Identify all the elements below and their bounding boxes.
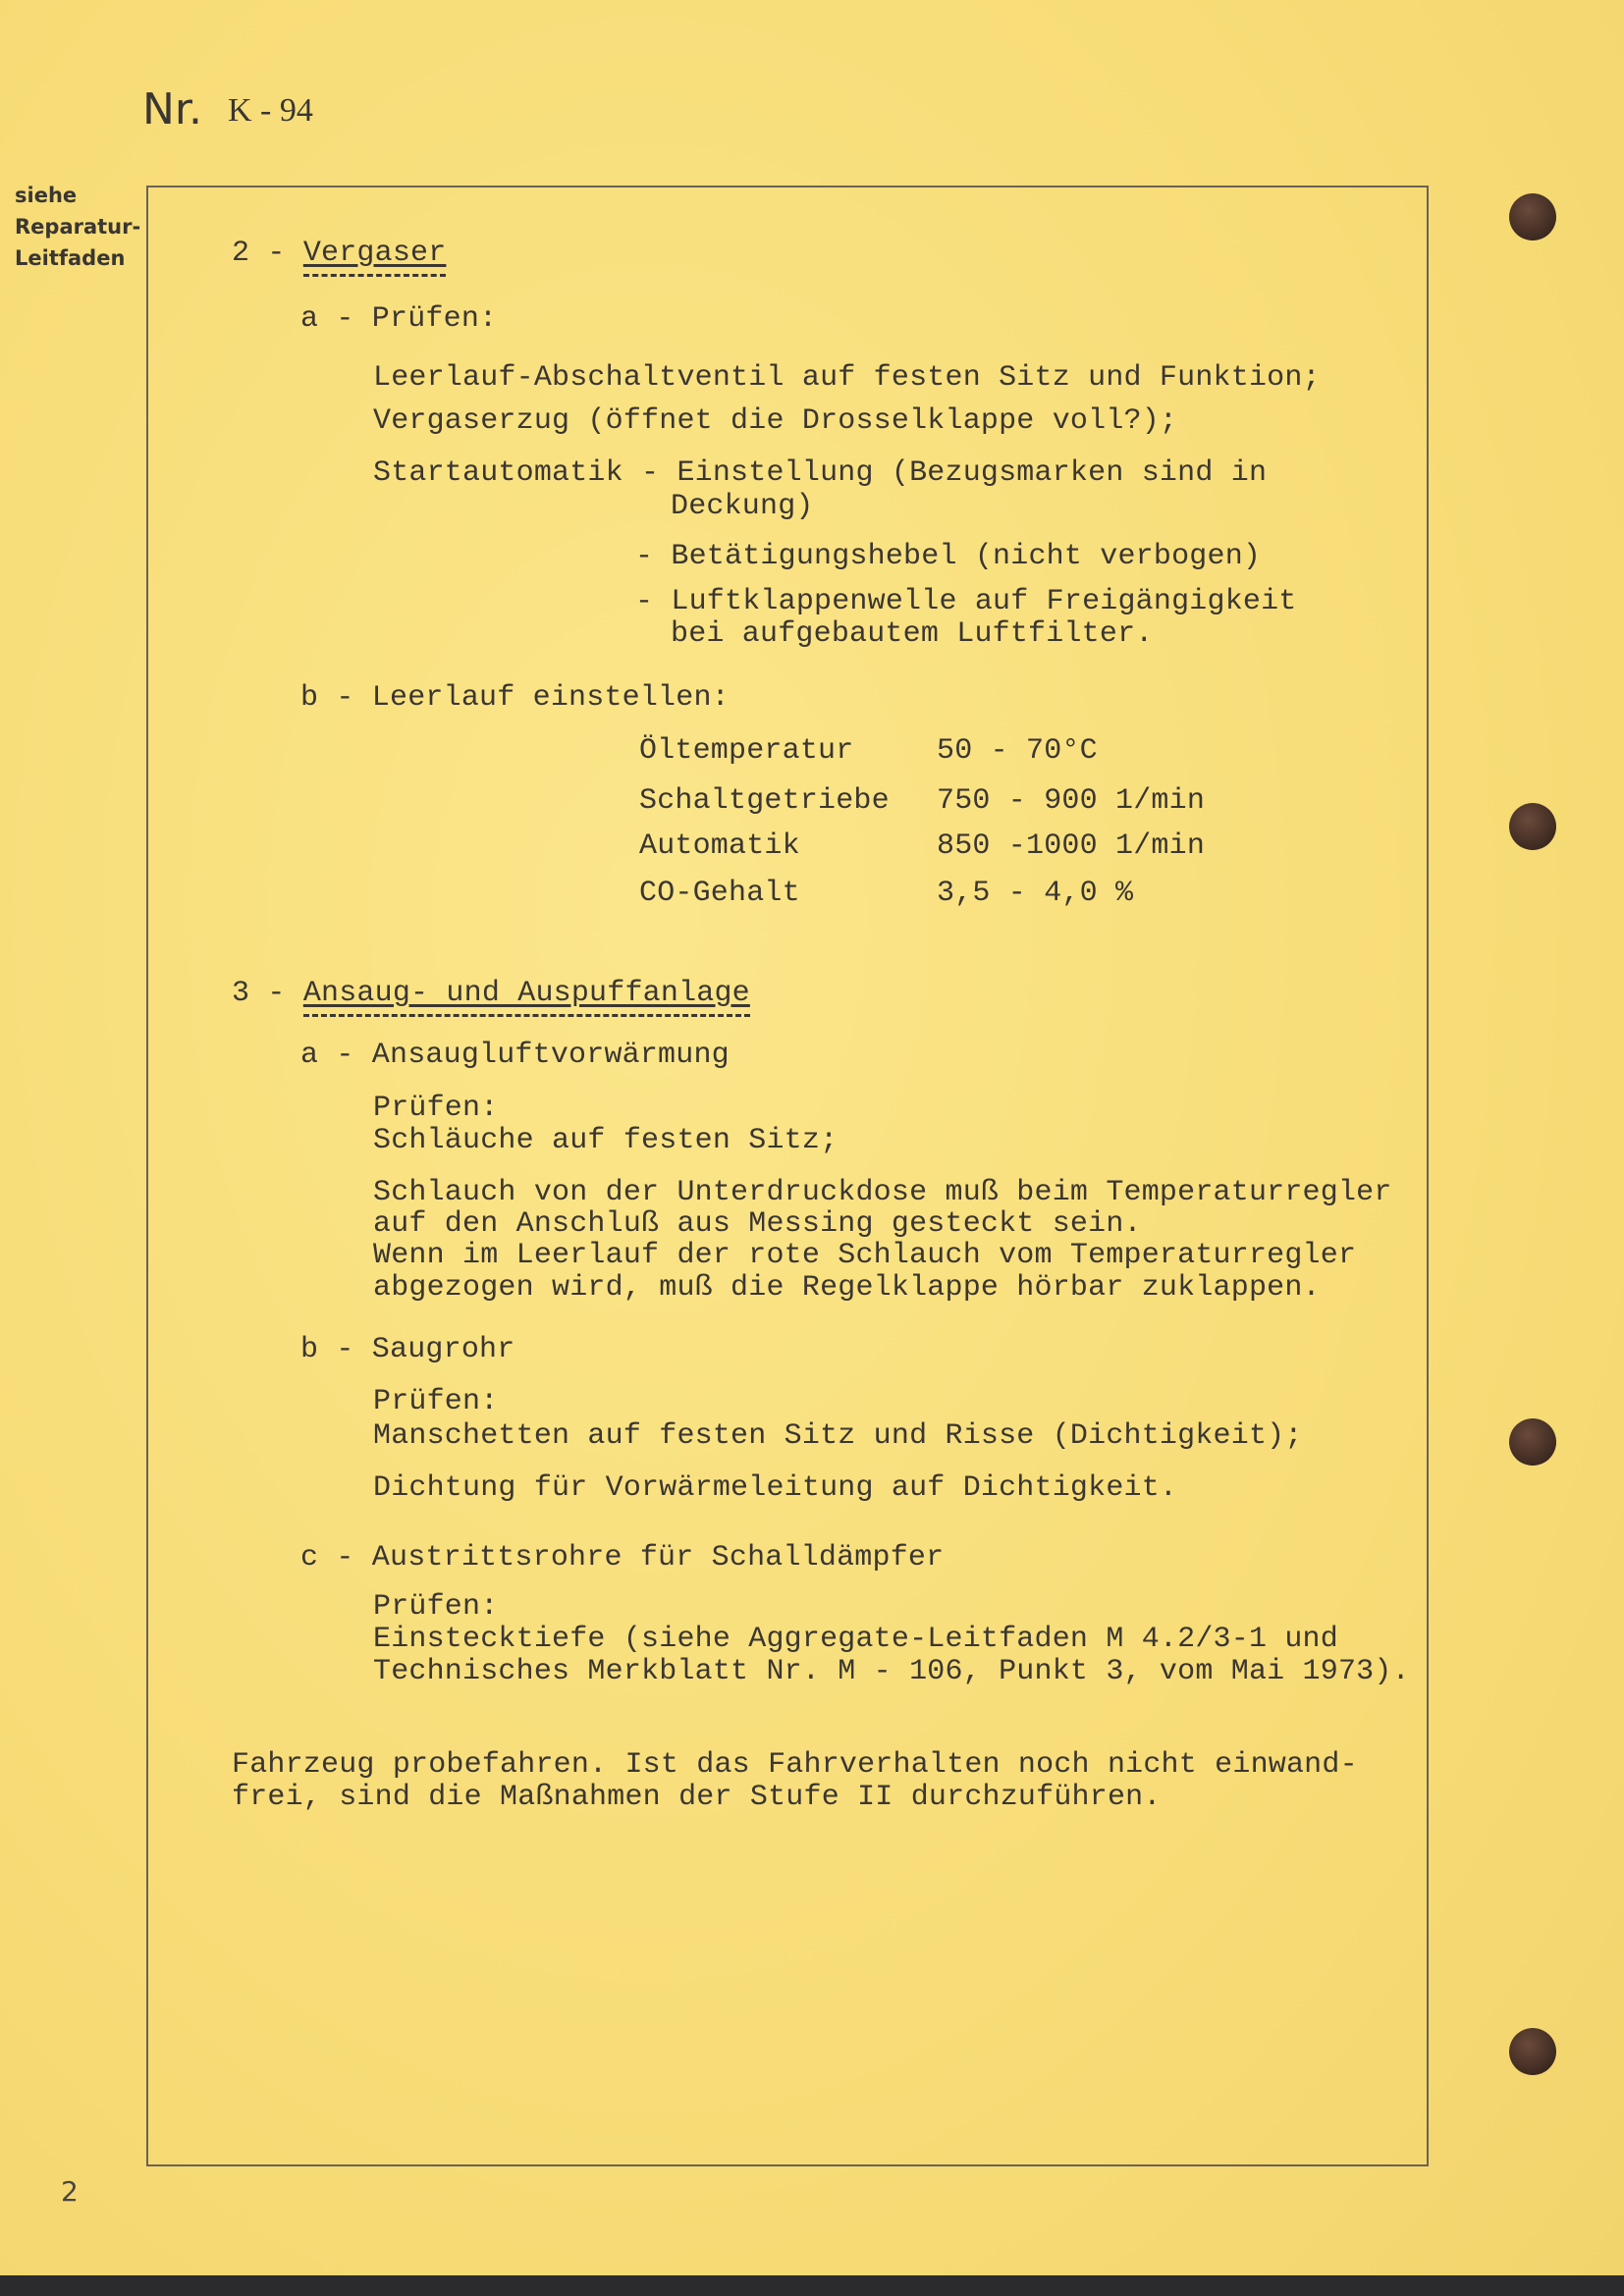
spec-name: CO-Gehalt [639, 877, 800, 910]
spec-name: Automatik [639, 829, 800, 863]
subsection-label: a - Prüfen: [300, 302, 498, 336]
subsection-label: c - Austrittsrohre für Schalldämpfer [300, 1541, 945, 1575]
closing-line: frei, sind die Maßnahmen der Stufe II durchzuführen. [232, 1781, 1162, 1814]
margin-note [15, 180, 140, 274]
text-line: Deckung) [671, 490, 814, 523]
subsection-label: b - Saugrohr [300, 1333, 515, 1366]
punch-hole [1509, 193, 1556, 240]
text-line: Prüfen: [373, 1590, 499, 1624]
page-number: 2 [61, 2175, 79, 2208]
doc-number-value: K - 94 [228, 92, 313, 129]
punch-hole [1509, 803, 1556, 850]
spec-value: 750 - 900 1/min [937, 784, 1206, 818]
text-line: Schlauch von der Unterdruckdose muß beim Temperaturregler [373, 1176, 1392, 1209]
spec-value: 50 - 70°C [937, 734, 1098, 768]
section-number: 2 - [232, 237, 303, 270]
text-line: bei aufgebautem Luftfilter. [671, 617, 1154, 651]
text-line: Schläuche auf festen Sitz; [373, 1124, 839, 1157]
section-2-heading [232, 236, 446, 271]
text-line: Einstecktiefe (siehe Aggregate-Leitfaden M 4.2/3-1 und [373, 1623, 1338, 1656]
text-line: Startautomatik - Einstellung (Bezugsmarken sind in [373, 456, 1268, 490]
text-line: Leerlauf-Abschaltventil auf festen Sitz und Funktion; [373, 361, 1321, 395]
section-title: Ansaug- und Auspuffanlage [303, 977, 750, 1017]
section-number: 3 - [232, 977, 303, 1010]
punch-hole [1509, 1418, 1556, 1466]
spec-value: 850 -1000 1/min [937, 829, 1206, 863]
punch-hole [1509, 2028, 1556, 2075]
section-title: Vergaser [303, 237, 447, 277]
margin-note-line: Reparatur- [15, 215, 141, 239]
spec-name: Schaltgetriebe [639, 784, 890, 818]
margin-note-line: siehe [15, 184, 78, 207]
text-line: Dichtung für Vorwärmeleitung auf Dichtigkeit. [373, 1471, 1178, 1505]
text-line: Prüfen: [373, 1092, 499, 1125]
text-line: Wenn im Leerlauf der rote Schlauch vom Temperaturregler [373, 1239, 1357, 1272]
text-line: Technisches Merkblatt Nr. M - 106, Punkt 3, vom Mai 1973). [373, 1655, 1410, 1688]
scan-edge [0, 2275, 1624, 2296]
text-line: - Betätigungshebel (nicht verbogen) [635, 540, 1262, 573]
text-line: - Luftklappenwelle auf Freigängigkeit [635, 585, 1297, 618]
section-3-heading [232, 976, 750, 1011]
subsection-label: b - Leerlauf einstellen: [300, 681, 730, 715]
closing-line: Fahrzeug probefahren. Ist das Fahrverhalten noch nicht einwand- [232, 1748, 1358, 1782]
text-line: Vergaserzug (öffnet die Drosselklappe voll?); [373, 404, 1178, 438]
text-line: abgezogen wird, muß die Regelklappe hörbar zuklappen. [373, 1271, 1321, 1305]
doc-number-label: Nr. [142, 84, 202, 134]
spec-name: Öltemperatur [639, 734, 854, 768]
text-line: Prüfen: [373, 1385, 499, 1418]
text-line: auf den Anschluß aus Messing gesteckt sein. [373, 1207, 1142, 1241]
text-line: Manschetten auf festen Sitz und Risse (Dichtigkeit); [373, 1419, 1303, 1453]
spec-value: 3,5 - 4,0 % [937, 877, 1134, 910]
margin-note-line: Leitfaden [15, 246, 126, 270]
subsection-label: a - Ansaugluftvorwärmung [300, 1039, 730, 1072]
